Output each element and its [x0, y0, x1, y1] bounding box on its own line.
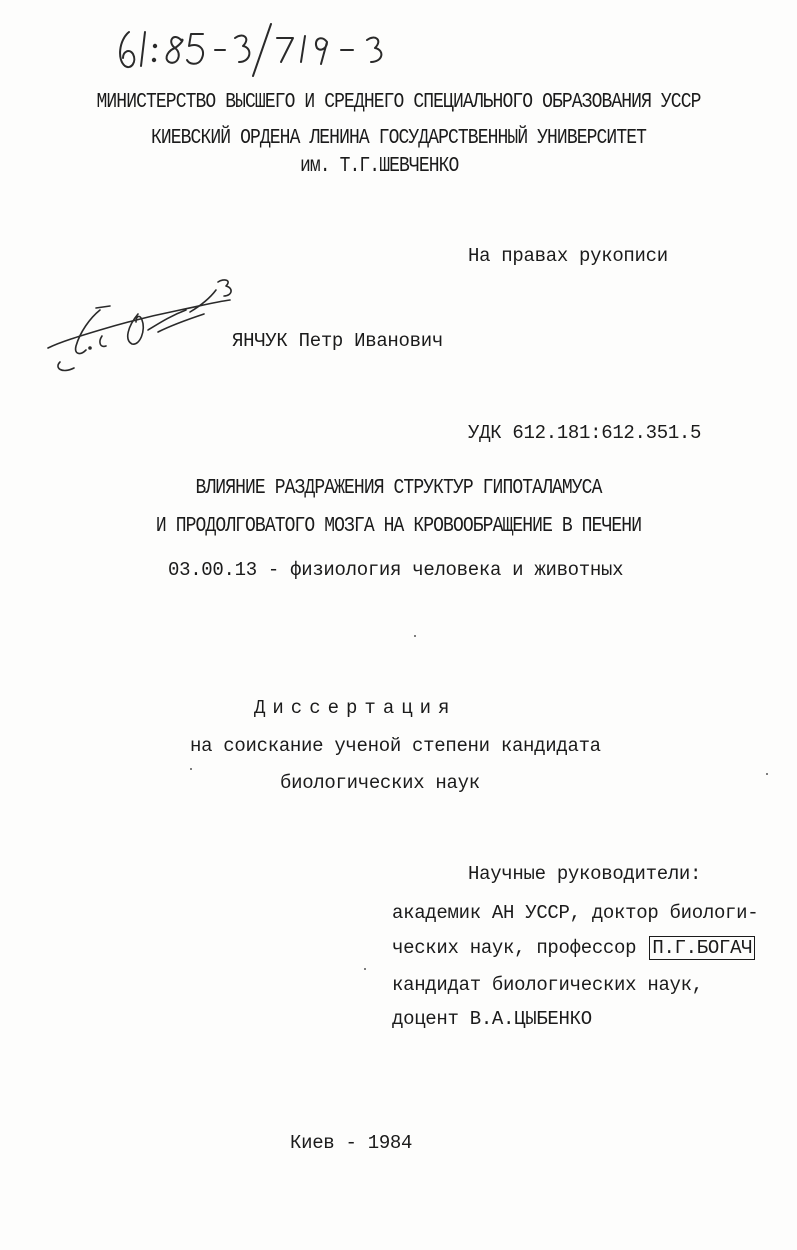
manuscript-rights-label: На правах рукописи	[468, 245, 668, 267]
udc-code: УДК 612.181:612.351.5	[468, 422, 702, 444]
supervisor-1-name-box: П.Г.БОГАЧ	[649, 936, 755, 960]
supervisors-heading: Научные руководители:	[468, 863, 702, 885]
supervisor-1-title-text: ческих наук, профессор	[392, 937, 637, 959]
title-line-1: ВЛИЯНИЕ РАЗДРАЖЕНИЯ СТРУКТУР ГИПОТАЛАМУСА	[195, 476, 602, 500]
specialty-code: 03.00.13 - физиология человека и животных	[168, 559, 624, 581]
dissertation-purpose-line-1: на соискание ученой степени кандидата	[190, 735, 601, 757]
supervisor-2-line-1: кандидат биологических наук,	[392, 974, 703, 996]
author-name: ЯНЧУК Петр Иванович	[232, 330, 443, 352]
supervisor-1-line-2	[392, 936, 755, 960]
title-line-2: И ПРОДОЛГОВАТОГО МОЗГА НА КРОВООБРАЩЕНИЕ В ПЕЧЕНИ	[155, 514, 642, 538]
author-signature	[40, 270, 240, 380]
dissertation-label: Диссертация	[254, 697, 457, 719]
scan-speck	[190, 768, 192, 770]
handwritten-archive-number	[115, 18, 405, 78]
university-named-after: им. Т.Г.ШЕВЧЕНКО	[300, 154, 459, 178]
scan-speck	[414, 635, 416, 637]
scan-speck	[364, 968, 366, 970]
dissertation-purpose-line-2: биологических наук	[280, 772, 480, 794]
scan-speck	[766, 773, 768, 775]
supervisor-2-line-2: доцент В.А.ЦЫБЕНКО	[392, 1008, 592, 1030]
supervisor-1-line-1: академик АН УССР, доктор биологи-	[392, 902, 759, 924]
university-heading: КИЕВСКИЙ ОРДЕНА ЛЕНИНА ГОСУДАРСТВЕННЫЙ УНИВЕРСИТЕТ	[150, 126, 647, 150]
city-year-footer: Киев - 1984	[290, 1132, 413, 1154]
dissertation-label-wrapper	[254, 696, 456, 720]
ministry-heading: МИНИСТЕРСТВО ВЫСШЕГО И СРЕДНЕГО СПЕЦИАЛЬНОГО ОБРАЗОВАНИЯ УССР	[96, 90, 701, 114]
